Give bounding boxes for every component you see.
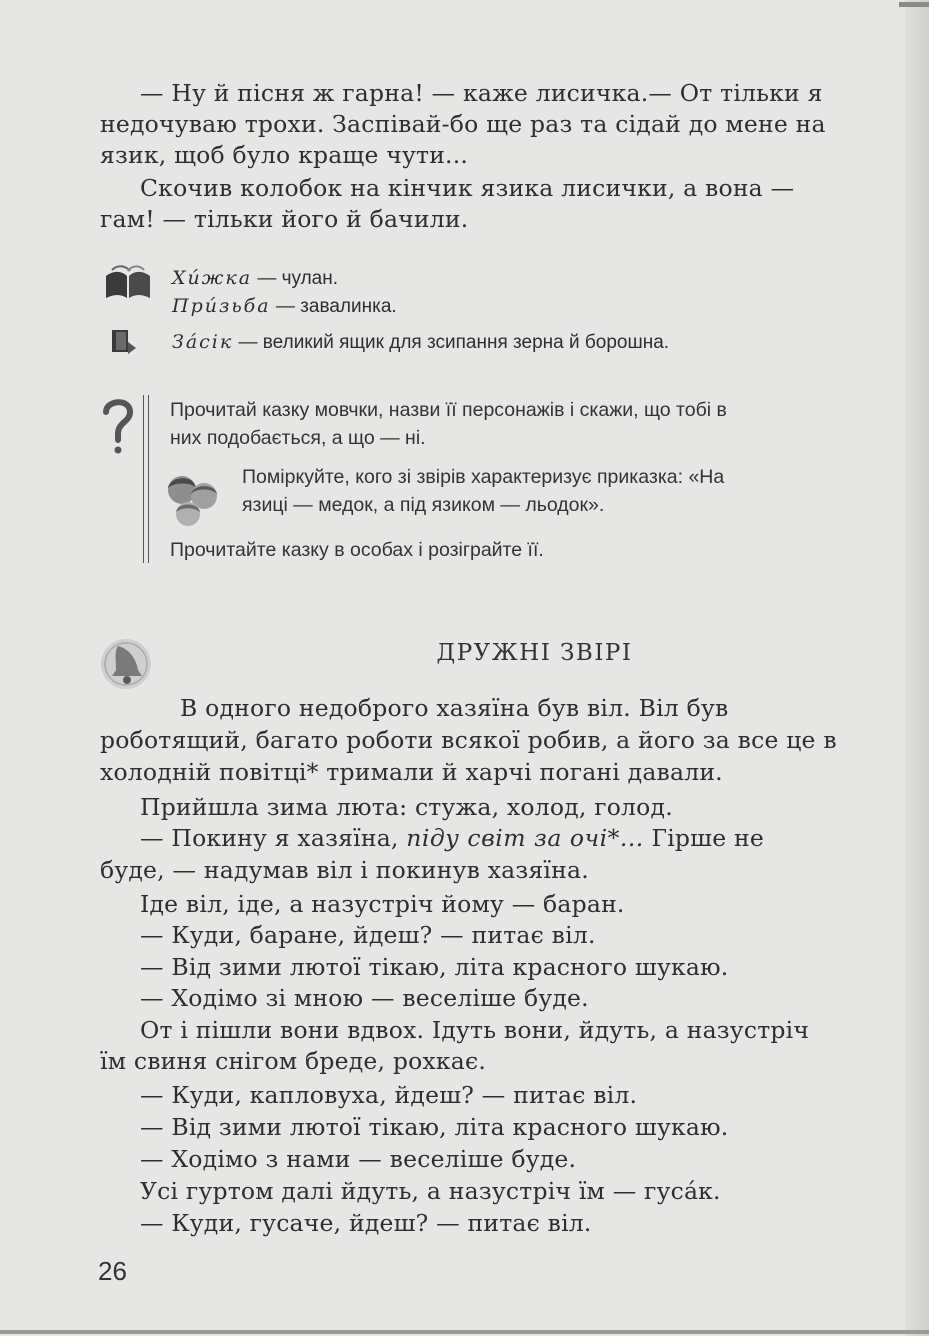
open-book-icon (104, 262, 152, 307)
intro-line: — Ну й пісня ж гарна! — каже лисичка.— От тільки я (140, 79, 823, 107)
story-title: ДРУЖНІ ЗВІРІ (436, 640, 633, 666)
story-line: — Куди, капловуха, йдеш? — питає віл. (140, 1081, 638, 1109)
story-line: буде, — надумав віл і покинув хазяїна. (100, 856, 589, 884)
story-line (140, 823, 764, 854)
task-line: них подобається, а що — ні. (170, 427, 426, 449)
children-faces-icon (162, 470, 222, 533)
intro-line: недочуваю трохи. Заспівай-бо ще раз та сідай до мене на (100, 110, 826, 138)
story-line: — Від зими лютої тікаю, літа красного шукаю. (140, 953, 729, 981)
story-text: Гірше не (651, 824, 764, 852)
intro-line: язик, щоб було краще чути... (100, 141, 469, 169)
story-line: — Куди, гусаче, йдеш? — питає віл. (140, 1209, 592, 1237)
story-line: Прийшла зима люта: стужа, холод, голод. (140, 793, 673, 821)
story-line: — Куди, баране, йдеш? — питає віл. (140, 921, 596, 949)
story-line: В одного недоброго хазяїна був віл. Віл був (180, 694, 729, 722)
glossary-definition: — великий ящик для зсипання зерна й борошна. (238, 332, 670, 353)
story-line: Іде віл, іде, а назустріч йому — баран. (140, 890, 625, 918)
glossary-term: За́сік (172, 331, 234, 353)
story-line: — Від зими лютої тікаю, літа красного шукаю. (140, 1113, 729, 1141)
story-line: Усі гуртом далі йдуть, а назустріч їм — гуса́к. (140, 1177, 721, 1205)
glossary-definition: — завалинка. (275, 296, 397, 317)
task-line: Прочитай казку мовчки, назви її персонажів і скажи, що тобі в (170, 399, 727, 421)
glossary-term: Хи́жка (172, 267, 253, 289)
story-line: роботящий, багато роботи всякої робив, а його за все це в (100, 726, 837, 754)
intro-line: гам! — тільки його й бачили. (100, 205, 469, 233)
intro-line: Скочив колобок на кінчик язика лисички, а вона — (140, 174, 795, 202)
story-line: холодній повітці* тримали й харчі погані давали. (100, 758, 723, 786)
story-line: — Ходімо з нами — веселіше буде. (140, 1145, 577, 1173)
glossary-definition: — чулан. (257, 268, 339, 289)
task-line: Прочитайте казку в особах і розіграйте її. (170, 539, 544, 561)
page-bottom-rule (0, 1330, 929, 1334)
closed-book-icon (108, 328, 138, 361)
story-line: — Ходімо зі мною — веселіше буде. (140, 984, 589, 1012)
story-text: — Покину я хазяїна, (140, 824, 399, 852)
story-italic-phrase: піду світ за очі*... (406, 824, 644, 852)
task-line: Поміркуйте, кого зі звірів характеризує приказка: «На (242, 466, 725, 488)
page-number: 26 (98, 1256, 127, 1286)
glossary-entry (172, 266, 338, 291)
story-line: От і пішли вони вдвох. Ідуть вони, йдуть, а назустріч (140, 1016, 810, 1044)
story-line: їм свиня снігом бреде, рохкає. (100, 1047, 487, 1075)
page-edge (905, 0, 929, 1336)
glossary-entry (172, 330, 669, 355)
question-mark-icon (100, 396, 136, 463)
glossary-entry (172, 294, 397, 319)
glossary-term: При́зьба (172, 295, 271, 317)
task-block-rule (143, 395, 149, 563)
page-top-mark (899, 2, 929, 7)
task-line: язиці — медок, а під язиком — льодок». (242, 494, 605, 516)
